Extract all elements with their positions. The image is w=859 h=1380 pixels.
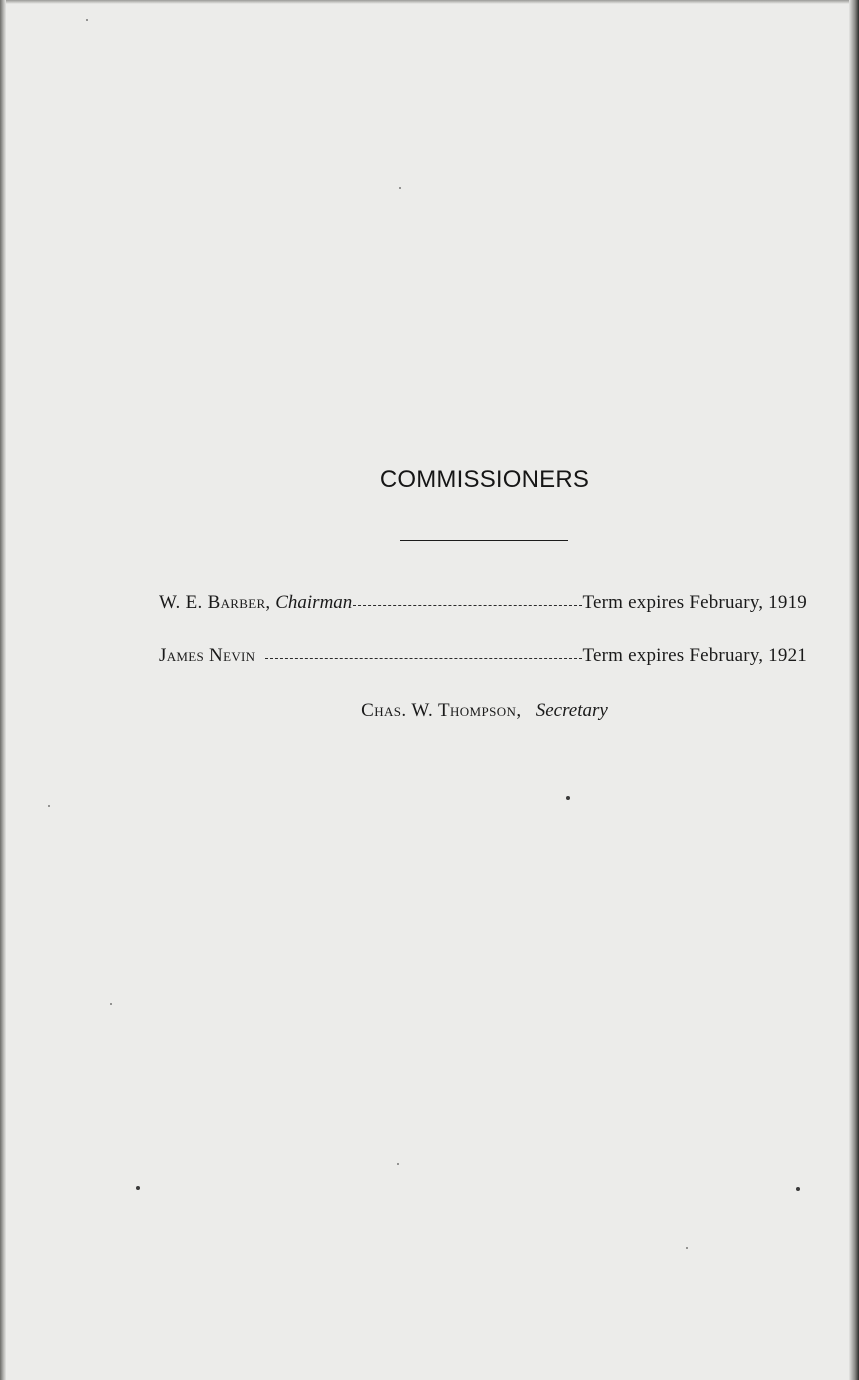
- commissioner-role: Chairman: [275, 592, 353, 613]
- dot-leader: [353, 604, 581, 606]
- commissioner-name: W. E. Barber,: [159, 592, 271, 613]
- page-right-edge: [849, 0, 859, 1380]
- ink-speck: [110, 1003, 112, 1005]
- ink-speck: [86, 19, 88, 21]
- commissioner-entry: [159, 592, 807, 614]
- commissioner-term: Term expires February, 1921: [582, 645, 807, 666]
- ink-speck: [686, 1247, 688, 1249]
- ink-speck: [136, 1186, 140, 1190]
- secretary-name: Chas. W. Thompson,: [361, 700, 522, 721]
- ink-speck: [48, 805, 50, 807]
- ink-speck: [566, 796, 570, 800]
- ink-speck: [399, 187, 401, 189]
- page-title: COMMISSIONERS: [379, 466, 590, 493]
- page-top-edge: [0, 0, 859, 4]
- commissioner-entry: [159, 645, 807, 667]
- page-left-edge: [0, 0, 6, 1380]
- ink-speck: [397, 1163, 399, 1165]
- dot-leader: [265, 657, 581, 659]
- commissioner-name: James Nevin: [159, 645, 256, 666]
- commissioner-term: Term expires February, 1919: [582, 592, 807, 613]
- secretary-role: Secretary: [535, 700, 608, 721]
- ink-speck: [796, 1187, 800, 1191]
- secretary-line: [0, 700, 859, 722]
- title-rule: [400, 540, 568, 541]
